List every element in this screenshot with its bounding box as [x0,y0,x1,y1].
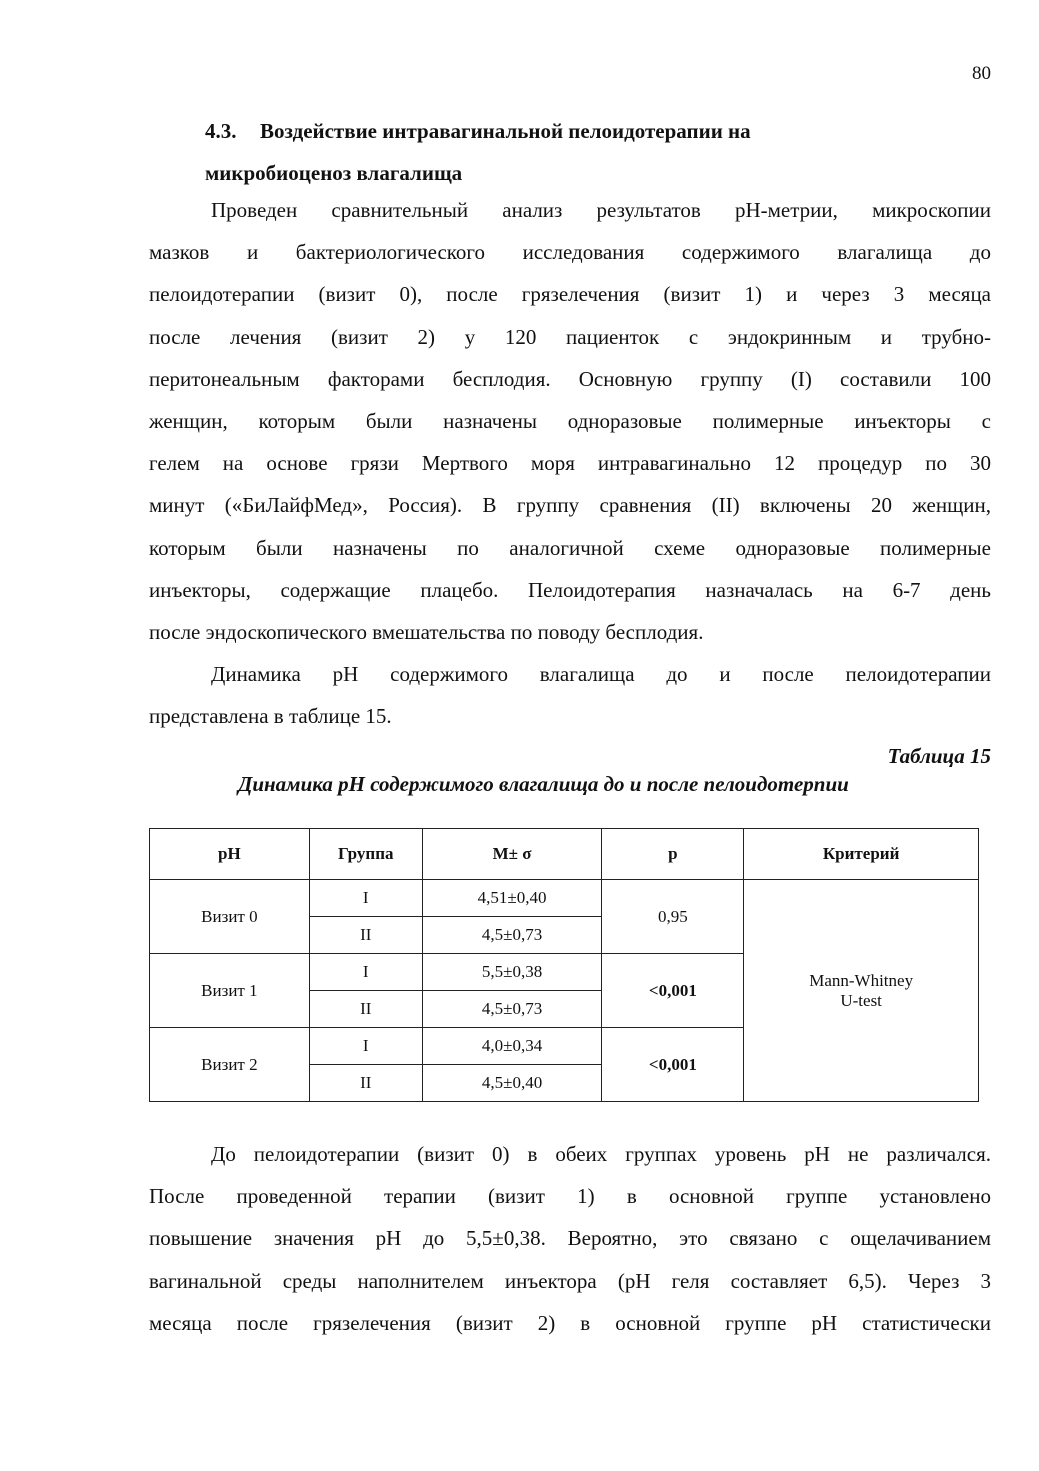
text-line: представлена в таблице 15. [149,704,392,729]
p-cell: 0,95 [602,880,744,954]
text-line: пелоидотерапии (визит 0), после грязелечения (визит 1) и через 3 месяца [149,282,991,307]
table-row [150,880,979,917]
value-cell: 4,5±0,73 [422,917,602,954]
group-cell: II [309,917,422,954]
text-line: вагинальной среды наполнителем инъектора (pH геля составляет 6,5). Через 3 [149,1268,991,1293]
ph-table [149,828,979,1102]
paragraph-results [149,1133,991,1344]
visit-cell: Визит 2 [150,1028,310,1102]
table-title: Динамика pH содержимого влагалища до и после пелоидотерпии [238,772,849,796]
value-cell: 4,5±0,73 [422,991,602,1028]
page-number: 80 [972,63,991,84]
section-title-line2: микробиоценоз влагалища [205,161,463,185]
text-line: которым были назначены по аналогичной схеме одноразовые полимерные [149,535,991,560]
table-header-row [150,829,979,880]
header-mean-sd: M± σ [422,829,602,880]
p-cell: <0,001 [602,954,744,1028]
header-p: p [602,829,744,880]
group-cell: I [309,1028,422,1065]
paragraph-analysis [149,189,991,653]
value-cell: 4,5±0,40 [422,1065,602,1102]
text-line: минут («БиЛайфМед», Россия). В группу сравнения (II) включены 20 женщин, [149,493,991,518]
criterion-line1: Mann-Whitney [809,970,914,990]
header-group: Группа [309,829,422,880]
text-line: После проведенной терапии (визит 1) в основной группе установлено [149,1184,991,1209]
text-line: перитонеальным факторами бесплодия. Основную группу (I) составили 100 [149,366,991,391]
text-line: после эндоскопического вмешательства по поводу бесплодия. [149,620,704,645]
group-cell: I [309,954,422,991]
group-cell: II [309,1065,422,1102]
text-line: месяца после грязелечения (визит 2) в основной группе pH статистически [149,1310,991,1335]
table-label: Таблица 15 [887,744,991,768]
text-line: женщин, которым были назначены одноразовые полимерные инъекторы с [149,409,991,434]
text-line: гелем на основе грязи Мертвого моря интравагинально 12 процедур по 30 [149,451,991,476]
header-ph: pH [150,829,310,880]
text-line: мазков и бактериологического исследования содержимого влагалища до [149,240,991,265]
value-cell: 5,5±0,38 [422,954,602,991]
group-cell: II [309,991,422,1028]
text-line: после лечения (визит 2) у 120 пациенток с эндокринным и трубно- [149,324,991,349]
criterion-cell [744,880,979,1102]
section-title-line1: Воздействие интравагинальной пелоидотерапии на [260,119,751,143]
text-line: До пелоидотерапии (визит 0) в обеих группах уровень pH не различался. [211,1142,991,1166]
text-line: Проведен сравнительный анализ результатов pH-метрии, микроскопии [211,198,991,222]
visit-cell: Визит 0 [150,880,310,954]
section-heading [205,110,751,194]
group-cell: I [309,880,422,917]
value-cell: 4,0±0,34 [422,1028,602,1065]
visit-cell: Визит 1 [150,954,310,1028]
p-cell: <0,001 [602,1028,744,1102]
section-number: 4.3. [205,119,237,143]
criterion-line2: U-test [840,990,882,1010]
header-criterion: Критерий [744,829,979,880]
paragraph-ph-dynamics [149,653,991,737]
value-cell: 4,51±0,40 [422,880,602,917]
text-line: Динамика pH содержимого влагалища до и после пелоидотерапии [211,662,991,686]
text-line: повышение значения pH до 5,5±0,38. Вероятно, это связано с ощелачиванием [149,1226,991,1251]
text-line: инъекторы, содержащие плацебо. Пелоидотерапия назначалась на 6-7 день [149,577,991,602]
